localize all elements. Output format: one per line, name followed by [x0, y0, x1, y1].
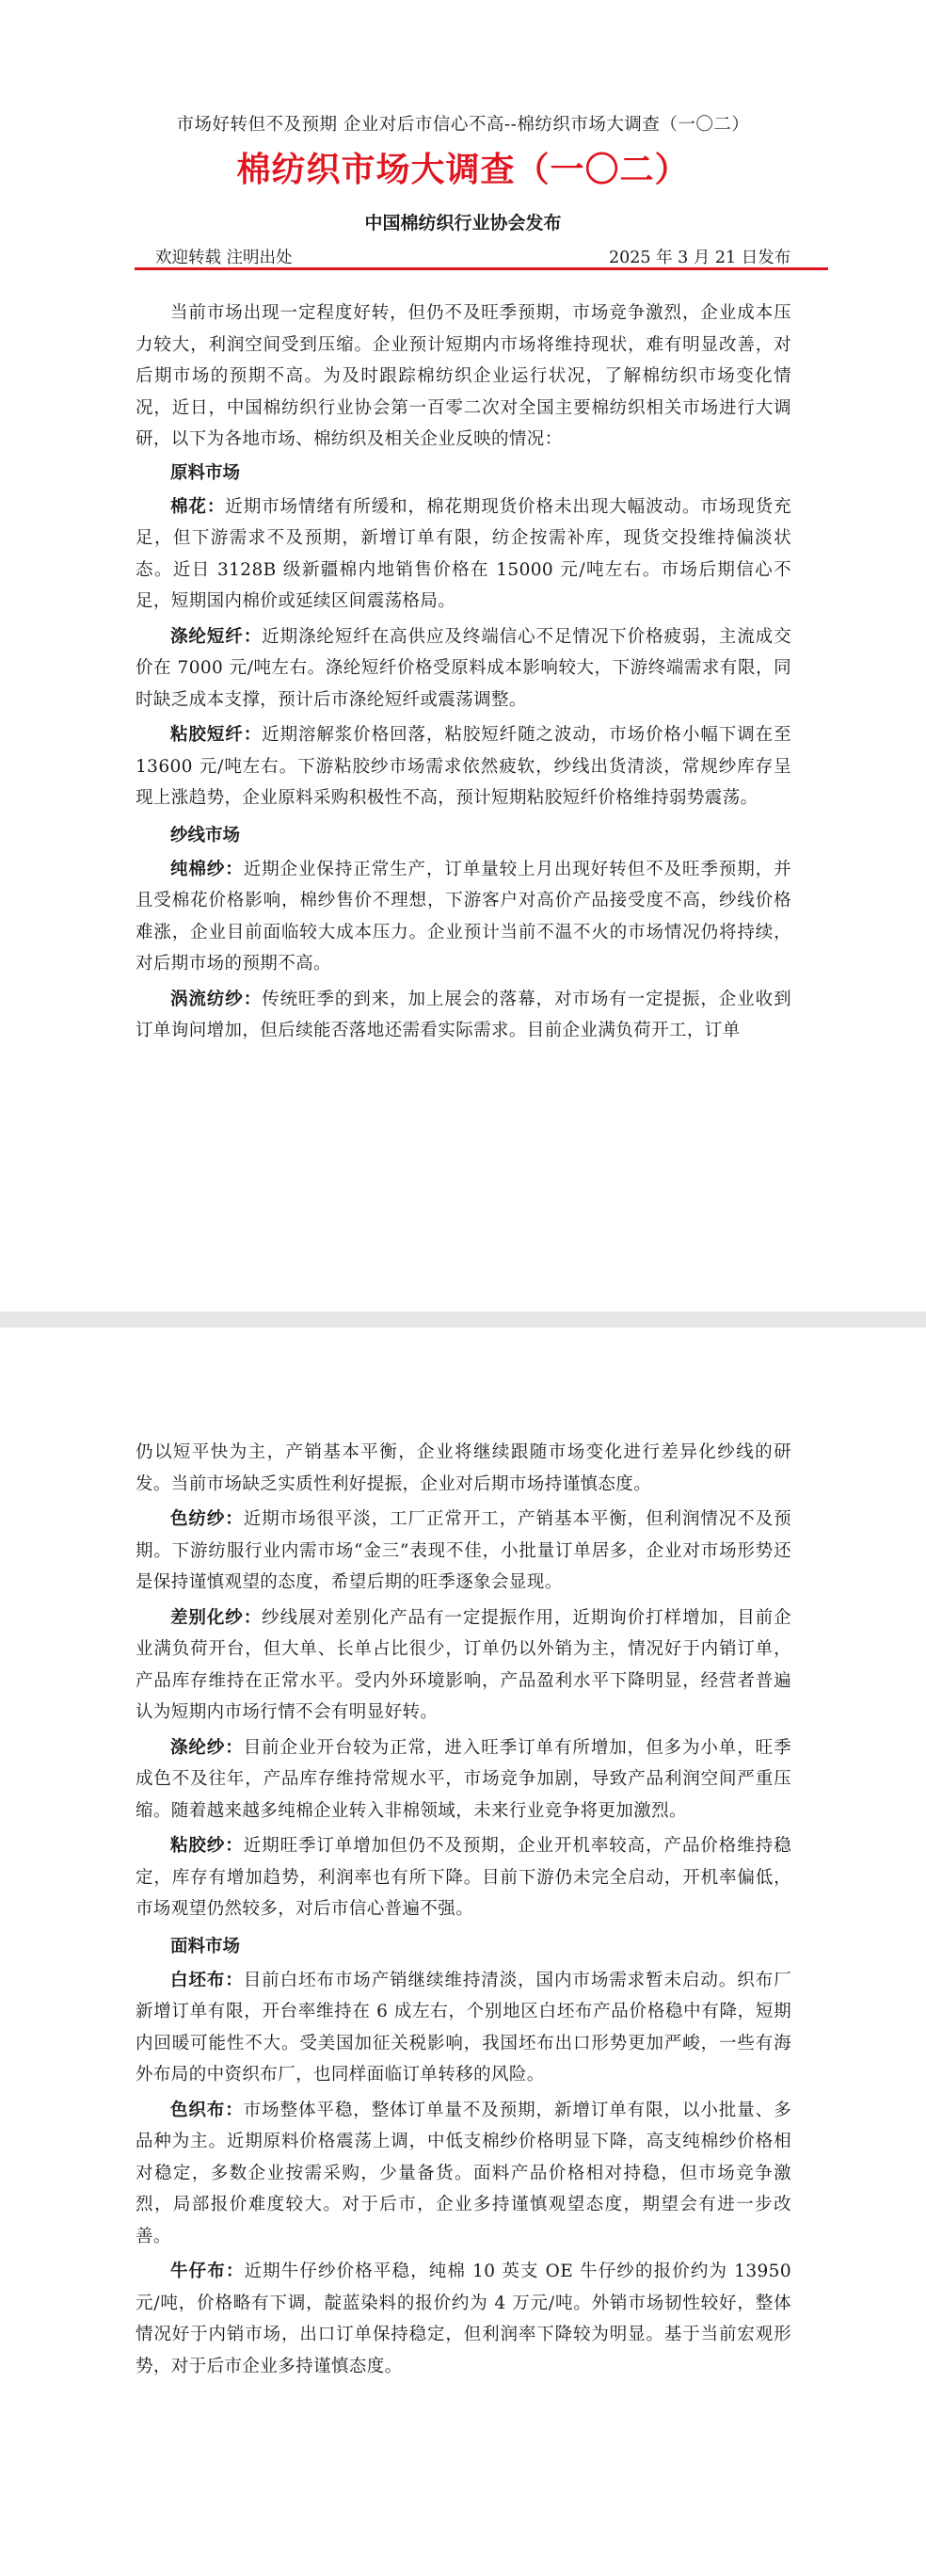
- paragraph-cotton: [136, 491, 791, 618]
- label-colored-fabric: 色织布：: [170, 2100, 244, 2120]
- text-vortex-part1: 传统旺季的到来，加上展会的落幕，对市场有一定提振，企业收到订单询问增加，但后续能否落地还需看实际需求。目前企业满负荷开工，订单: [136, 989, 791, 1040]
- text-pure-cotton: 近期企业保持正常生产，订单量较上月出现好转但不及旺季预期，并且受棉花价格影响，棉纱售价不理想，下游客户对高价产品接受度不高，纱线价格难涨，企业目前面临较大成本压力。企业预计当前不温不火的市场情况仍将持续，对后期市场的预期不高。: [136, 859, 791, 974]
- label-viscose: 粘胶短纤：: [170, 725, 263, 745]
- text-viscose: 近期溶解浆价格回落，粘胶短纤随之波动，市场价格小幅下调在至 13600 元/吨左右。下游粘胶纱市场需求依然疲软，纱线出货清淡，常规纱库存呈现上涨趋势，企业原料采购积极性不高，预计短期粘胶短纤价格维持弱势震荡。: [136, 725, 791, 808]
- paragraph-polyester: [136, 621, 791, 716]
- paragraph-viscose: [136, 719, 791, 814]
- paragraph-dyed: [136, 1504, 791, 1599]
- text-poly-cotton: 目前企业开台较为正常，进入旺季订单有所增加，但多为小单，旺季成色不及往年，产品库存维持常规水平，市场竞争加剧，导致产品利润空间严重压缩。随着越来越多纯棉企业转入非棉领域，未来行业竞争将更加激烈。: [136, 1737, 791, 1821]
- paragraph-differential: [136, 1602, 791, 1729]
- paragraph-poly-cotton: [136, 1732, 791, 1827]
- paragraph-viscose-yarn: [136, 1830, 791, 1925]
- text-polyester: 近期涤纶短纤在高供应及终端信心不足情况下价格疲弱，主流成交价在 7000 元/吨左右。涤纶短纤价格受原料成本影响较大，下游终端需求有限，同时缺乏成本支撑，预计后市涤纶短纤或震荡调整。: [136, 626, 791, 710]
- text-viscose-yarn: 近期旺季订单增加但仍不及预期，企业开机率较高，产品价格维持稳定，库存有增加趋势，利润率也有所下降。目前下游仍未完全启动，开机率偏低，市场观望仍然较多，对后市信心普遍不强。: [136, 1836, 791, 1919]
- paragraph-denim: [136, 2256, 791, 2382]
- paragraph-colored-fabric: [136, 2095, 791, 2253]
- paragraph-grey-cloth: [136, 1965, 791, 2091]
- label-grey-cloth: 白坯布：: [170, 1970, 244, 1990]
- report-title: 棉纺织市场大调查（一〇二）: [236, 150, 690, 189]
- text-vortex-part2: 仍以短平快为主，产销基本平衡，企业将继续跟随市场变化进行差异化纱线的研发。当前市场缺乏实质性利好提振，企业对后期市场持谨慎态度。: [136, 1442, 791, 1494]
- intro-paragraph: 当前市场出现一定程度好转，但仍不及旺季预期，市场竞争激烈，企业成本压力较大，利润空间受到压缩。企业预计短期内市场将维持现状，难有明显改善，对后期市场的预期不高。为及时跟踪棉纺织企业运行状况，了解棉纺织市场变化情况，近日，中国棉纺织行业协会第一百零二次对全国主要棉纺织相关市场进行大调研，以下为各地市场、棉纺织及相关企业反映的情况：: [136, 303, 791, 449]
- page-2-body: [136, 1437, 791, 2382]
- text-cotton: 近期市场情绪有所缓和，棉花期现货价格未出现大幅波动。市场现货充足，但下游需求不及预期，新增订单有限，纺企按需补库，现货交投维持偏淡状态。近日 3128B 级新疆棉内地销售价格在 15000 元/吨左右。市场后期信心不足，短期国内棉价或延续区间震荡格局。: [136, 496, 791, 611]
- paragraph-vortex: [136, 984, 791, 1047]
- text-differential: 纱线展对差别化产品有一定提振作用，近期询价打样增加，目前企业满负荷开台，但大单、长单占比很少，订单仍以外销为主，情况好于内销订单，产品库存维持在正常水平。受内外环境影响，产品盈利水平下降明显，经营者普遍认为短期内市场行情不会有明显好转。: [136, 1607, 791, 1722]
- label-pure-cotton: 纯棉纱：: [170, 859, 244, 879]
- label-dyed: 色纺纱：: [170, 1509, 244, 1529]
- section-heading-yarn: 纱线市场: [170, 825, 241, 845]
- label-viscose-yarn: 粘胶纱：: [170, 1836, 244, 1856]
- text-dyed: 近期市场很平淡，工厂正常开工，产销基本平衡，但利润情况不及预期。下游纺服行业内需市场“金三”表现不佳，小批量订单居多，企业对市场形势还是保持谨慎观望的态度，希望后期的旺季逐象会显现。: [136, 1509, 791, 1592]
- section-heading-raw: 原料市场: [170, 462, 241, 483]
- report-subtitle: 市场好转但不及预期 企业对后市信心不高--棉纺织市场大调查（一〇二）: [176, 115, 750, 135]
- page-1-body: [136, 298, 791, 1047]
- page-gap: [0, 1312, 926, 1328]
- text-colored-fabric: 市场整体平稳，整体订单量不及预期，新增订单有限，以小批量、多品种为主。近期原料价格震荡上调，中低支棉纱价格明显下降，高支纯棉纱价格相对稳定，多数企业按需采购，少量备货。面料产品价格相对持稳，但市场竞争激烈，局部报价难度较大。对于后市，企业多持谨慎观望态度，期望会有进一步改善。: [136, 2100, 791, 2246]
- label-vortex: 涡流纺纱：: [170, 989, 263, 1009]
- text-denim: 近期牛仔纱价格平稳，纯棉 10 英支 OE 牛仔纱的报价约为 13950 元/吨，价格略有下调，靛蓝染料的报价约为 4 万元/吨。外销市场韧性较好，整体情况好于内销市场，出口订单保持稳定，但利润率下降较为明显。基于当前宏观形势，对于后市企业多持谨慎态度。: [136, 2262, 791, 2376]
- publish-date: 2025 年 3 月 21 日发布: [609, 249, 791, 267]
- header-divider: [135, 267, 828, 270]
- label-poly-cotton: 涤纶纱：: [170, 1737, 244, 1758]
- label-polyester: 涤纶短纤：: [170, 626, 263, 647]
- label-differential: 差别化纱：: [170, 1607, 263, 1628]
- label-cotton: 棉花：: [170, 496, 226, 517]
- text-grey-cloth: 目前白坯布市场产销继续维持清淡，国内市场需求暂未启动。织布厂新增订单有限，开台率维持在 6 成左右，个别地区白坯布产品价格稳中有降，短期内回暖可能性不大。受美国加征关税影响，我国坯布出口形势更加严峻，一些有海外布局的中资织布厂，也同样面临订单转移的风险。: [136, 1970, 791, 2085]
- publisher: 中国棉纺织行业协会发布: [364, 213, 562, 233]
- paragraph-pure-cotton: [136, 854, 791, 980]
- reprint-note: 欢迎转载 注明出处: [155, 249, 293, 267]
- label-denim: 牛仔布：: [170, 2262, 245, 2281]
- section-heading-fabric: 面料市场: [170, 1936, 241, 1956]
- page-2: [0, 1328, 926, 2576]
